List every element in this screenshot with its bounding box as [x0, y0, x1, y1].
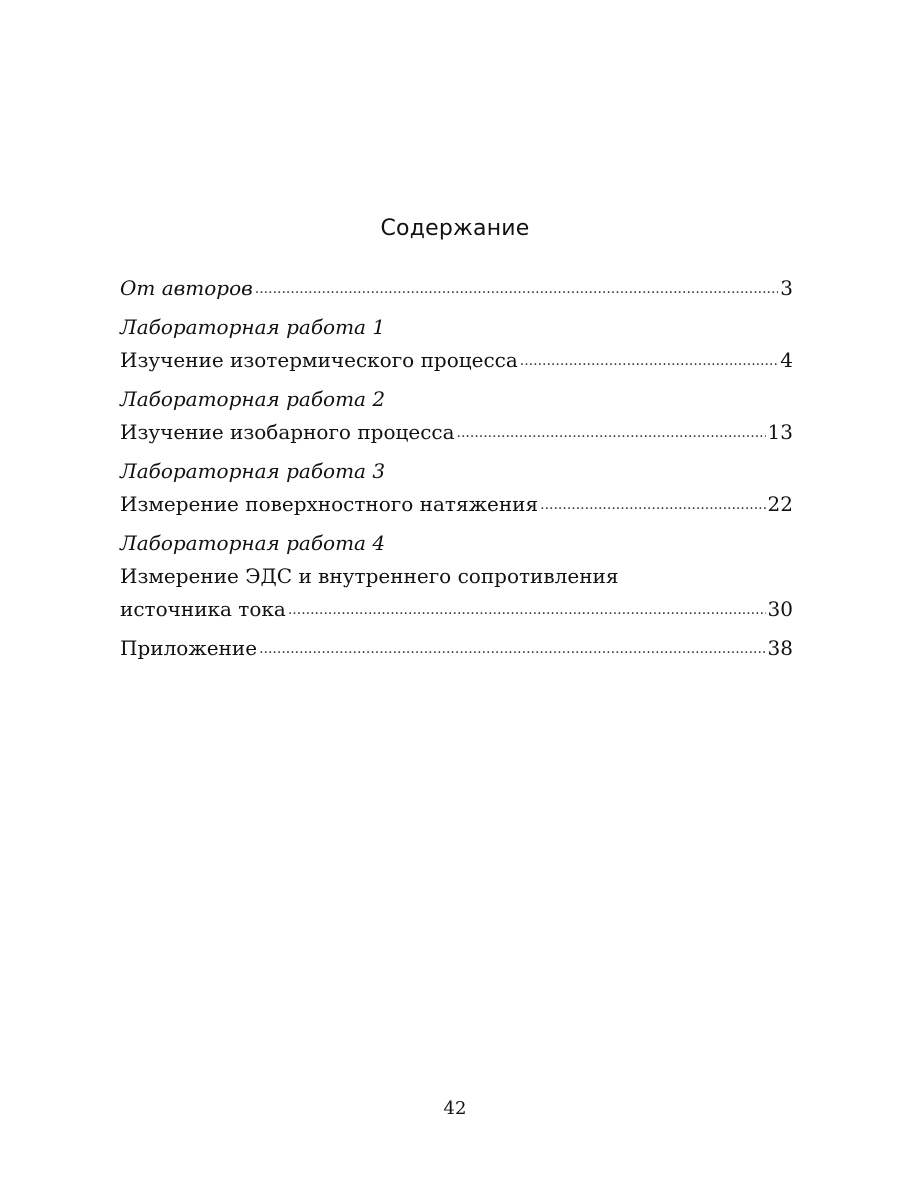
- toc-page-number: 3: [780, 276, 793, 300]
- toc-entry-label: Лабораторная работа 1: [120, 315, 386, 339]
- toc-entry-text: Изучение изотермического процесса: [120, 348, 518, 372]
- toc-entry-text: От авторов: [120, 276, 253, 300]
- toc-entry-appendix[interactable]: [120, 632, 793, 665]
- dot-leader: [259, 633, 765, 666]
- toc-entry-label: Лабораторная работа 2: [120, 387, 386, 411]
- dot-leader: [457, 417, 766, 450]
- toc-entry-lab-2[interactable]: [120, 383, 793, 449]
- toc-entry-authors[interactable]: [120, 272, 793, 305]
- table-of-contents: [120, 272, 793, 671]
- page-number: 42: [443, 1098, 467, 1119]
- toc-entry-text: Измерение поверхностного натяжения: [120, 492, 539, 516]
- toc-entry-text: Изучение изобарного процесса: [120, 420, 455, 444]
- toc-page-number: 22: [767, 492, 793, 516]
- toc-entry-text: Приложение: [120, 636, 258, 660]
- dot-leader: [288, 594, 766, 627]
- dot-leader: [255, 273, 778, 306]
- dot-leader: [540, 489, 765, 522]
- toc-page-number: 4: [780, 348, 793, 372]
- toc-entry-text: Измерение ЭДС и внутреннего сопротивления: [120, 564, 619, 588]
- toc-page-number: 30: [767, 597, 793, 621]
- toc-entry-text-continued: источника тока: [120, 597, 286, 621]
- toc-page-number: 38: [767, 636, 793, 660]
- toc-page-number: 13: [767, 420, 793, 444]
- toc-entry-label: Лабораторная работа 4: [120, 531, 386, 555]
- toc-entry-lab-4[interactable]: [120, 527, 793, 626]
- toc-entry-label: Лабораторная работа 3: [120, 459, 386, 483]
- toc-title: Содержание: [380, 216, 530, 241]
- toc-entry-lab-1[interactable]: [120, 311, 793, 377]
- dot-leader: [520, 345, 778, 378]
- toc-entry-lab-3[interactable]: [120, 455, 793, 521]
